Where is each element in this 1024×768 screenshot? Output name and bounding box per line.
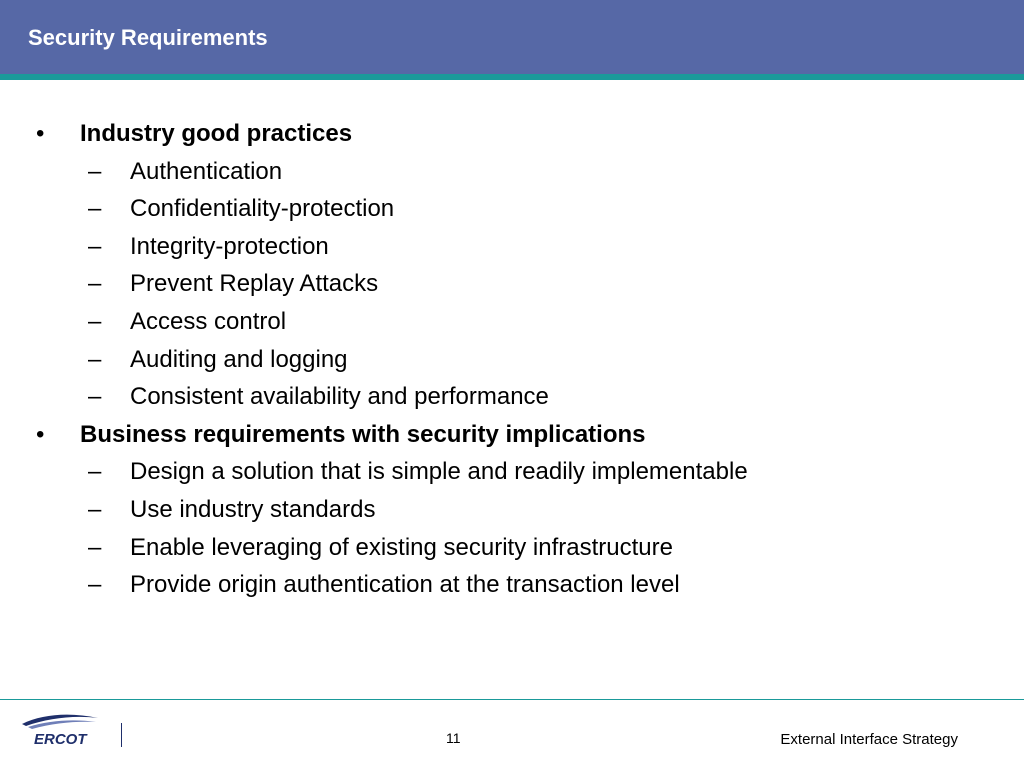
bullet-list xyxy=(0,115,1024,604)
dash-marker: – xyxy=(88,157,102,185)
sub-bullet-item xyxy=(0,491,1024,529)
sub-bullet-item xyxy=(0,265,1024,303)
ercot-logo xyxy=(20,712,102,750)
dash-marker: – xyxy=(88,195,102,223)
dash-marker: – xyxy=(88,495,102,523)
slide-title: Security Requirements xyxy=(28,25,268,50)
footer-presentation-title: External Interface Strategy xyxy=(780,731,958,748)
sub-bullet-item xyxy=(0,190,1024,228)
dash-marker: – xyxy=(88,307,102,335)
sub-bullet-text: Auditing and logging xyxy=(130,345,348,373)
dash-marker: – xyxy=(88,383,102,411)
sub-bullet-text: Authentication xyxy=(130,157,283,185)
sub-bullet-item xyxy=(0,566,1024,604)
sub-bullet-text: Consistent availability and performance xyxy=(130,383,549,411)
dash-marker: – xyxy=(88,232,102,260)
sub-bullet-text: Use industry standards xyxy=(130,495,376,523)
bullet-marker: • xyxy=(36,120,45,147)
title-bar-accent-rule xyxy=(0,74,1024,80)
bullet-marker: • xyxy=(36,420,45,448)
sub-bullet-item xyxy=(0,303,1024,341)
page-number: 11 xyxy=(446,730,461,746)
sub-bullet-text: Enable leveraging of existing security infrastructure xyxy=(130,533,673,561)
sub-bullet-item xyxy=(0,153,1024,191)
footer-rule xyxy=(0,699,1024,700)
sub-bullet-item xyxy=(0,228,1024,266)
bullet-item xyxy=(0,115,1024,153)
sub-bullet-text: Design a solution that is simple and readily implementable xyxy=(130,458,748,486)
dash-marker: – xyxy=(88,571,102,599)
dash-marker: – xyxy=(88,533,102,561)
dash-marker: – xyxy=(88,345,102,373)
sub-bullet-item xyxy=(0,341,1024,379)
sub-bullet-item xyxy=(0,529,1024,567)
sub-bullet-item xyxy=(0,453,1024,491)
sub-bullet-text: Integrity-protection xyxy=(130,232,329,260)
logo-separator xyxy=(121,723,122,747)
sub-bullet-text: Provide origin authentication at the transaction level xyxy=(130,571,680,599)
sub-bullet-item xyxy=(0,378,1024,416)
bullet-heading: Business requirements with security implications xyxy=(80,420,646,448)
sub-bullet-text: Prevent Replay Attacks xyxy=(130,270,379,298)
sub-bullet-text: Confidentiality-protection xyxy=(130,195,395,223)
logo-wordmark: ERCOT xyxy=(34,731,87,748)
bullet-item xyxy=(0,416,1024,454)
dash-marker: – xyxy=(88,270,102,298)
sub-bullet-text: Access control xyxy=(130,307,287,335)
logo-swoosh xyxy=(22,715,98,726)
bullet-heading: Industry good practices xyxy=(80,120,353,147)
dash-marker: – xyxy=(88,458,102,486)
